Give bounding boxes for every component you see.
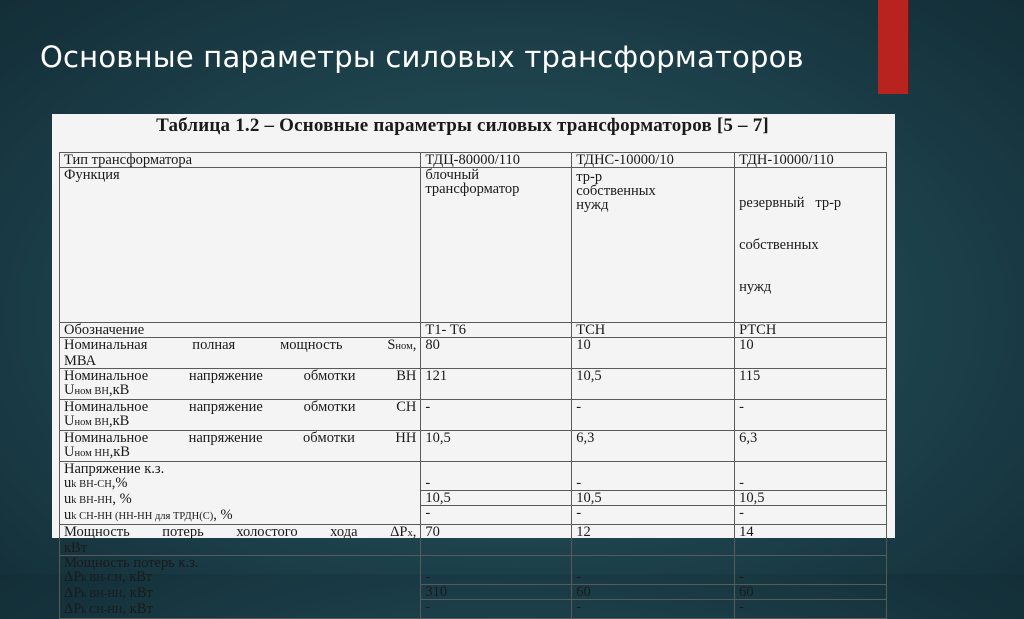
red-accent-bar	[878, 0, 909, 94]
cell-value: -	[572, 400, 735, 431]
cell-value: Т1- Т6	[421, 323, 572, 338]
cell-value-stack	[572, 462, 735, 525]
label-symbol: ΔP	[64, 585, 82, 601]
table-row-uk	[60, 462, 887, 525]
cell-function-3	[735, 168, 887, 323]
cell-subvalue: -	[739, 569, 744, 585]
label-line: Номинальное напряжение обмотки ВН	[64, 368, 417, 384]
label-symbol: u	[64, 491, 72, 507]
label-subscript: k ВН-НН	[81, 589, 123, 600]
label-symbol: U	[64, 413, 75, 429]
label-text: ,	[412, 337, 417, 353]
cell-subvalue: 310	[421, 584, 571, 599]
cell-subvalue: -	[572, 599, 734, 614]
label-line	[64, 414, 416, 430]
label-line	[64, 586, 416, 602]
label-unit: , %	[213, 507, 233, 523]
cell-line: нужд	[576, 197, 609, 213]
label-text: Мощность потерь холостого хода ΔP	[64, 524, 408, 540]
cell-value: 80	[421, 338, 572, 369]
table-row-p0	[60, 525, 887, 556]
cell-value: 10,5	[421, 431, 572, 462]
label-subscript: k ВН-НН	[71, 495, 113, 506]
cell-label: Тип трансформатора	[60, 153, 421, 168]
cell-function-1	[421, 168, 572, 323]
label-subscript: ном ВН	[74, 386, 110, 397]
cell-value: 70	[421, 525, 572, 556]
cell-subvalue: 60	[572, 584, 734, 599]
cell-type-2: ТДНС-10000/10	[572, 153, 735, 168]
cell-value: 6,3	[572, 431, 735, 462]
label-line	[64, 338, 416, 354]
cell-subvalue: -	[576, 475, 582, 491]
cell-value: ТСН	[572, 323, 735, 338]
label-subscript: k СН-НН	[81, 605, 123, 616]
label-symbol: u	[64, 475, 72, 491]
cell-line: блочный	[425, 167, 480, 183]
cell-value-stack	[572, 556, 735, 619]
cell-subvalue: -	[421, 505, 571, 520]
cell-value: 10,5	[572, 369, 735, 400]
label-line: кВт	[64, 540, 88, 556]
cell-subvalue: 60	[735, 584, 886, 599]
cell-label	[60, 462, 421, 525]
table-row-u-lv	[60, 431, 887, 462]
cell-value-stack	[735, 462, 887, 525]
slide-title: Основные параметры силовых трансформаторов	[40, 40, 804, 74]
label-symbol: U	[64, 444, 75, 460]
label-unit: , кВт	[122, 585, 153, 601]
label-subscript: ном	[395, 341, 413, 352]
cell-value: 10	[572, 338, 735, 369]
cell-value: РТСН	[735, 323, 887, 338]
cell-label	[60, 556, 421, 619]
label-text: Номинальная полная мощность S	[64, 337, 396, 353]
label-line: Номинальное напряжение обмотки НН	[64, 430, 417, 446]
cell-subvalue: -	[425, 569, 431, 585]
label-line	[64, 508, 416, 524]
cell-value: 12	[572, 525, 735, 556]
table-row-u-mv	[60, 400, 887, 431]
scanned-table-image	[52, 114, 895, 617]
label-text: ,	[412, 524, 417, 540]
label-subscript: k ВН-СН	[71, 479, 112, 490]
label-unit: ,кВ	[109, 382, 130, 398]
cell-subvalue: -	[421, 599, 571, 614]
cell-label: Функция	[60, 168, 421, 323]
label-symbol: ΔP	[64, 601, 82, 617]
cell-value: -	[735, 400, 887, 431]
table-caption: Таблица 1.2 – Основные параметры силовых трансформаторов [5 – 7]	[156, 115, 769, 136]
cell-subvalue: -	[425, 475, 431, 491]
cell-type-3: ТДН-10000/110	[735, 153, 887, 168]
label-symbol: U	[64, 382, 75, 398]
label-line	[64, 602, 416, 618]
cell-label	[60, 338, 421, 369]
cell-subvalue: -	[576, 569, 582, 585]
label-line	[64, 492, 416, 508]
label-line	[64, 383, 416, 399]
cell-value-stack	[735, 556, 887, 619]
label-line	[64, 445, 416, 461]
label-subscript: ном ВН	[74, 417, 110, 428]
cell-subvalue: 10,5	[421, 490, 571, 505]
table-row-function	[60, 168, 887, 323]
cell-subvalue: 10,5	[572, 490, 734, 505]
cell-value: 6,3	[735, 431, 887, 462]
label-line: Номинальное напряжение обмотки СН	[64, 399, 417, 415]
label-line	[64, 476, 416, 492]
label-line	[64, 525, 416, 541]
label-subscript: x	[407, 528, 413, 539]
cell-value: -	[421, 400, 572, 431]
cell-value-stack	[421, 556, 572, 619]
label-line: МВА	[64, 353, 97, 369]
table-row-pk	[60, 556, 887, 619]
parameters-table	[59, 152, 887, 619]
cell-label: Обозначение	[60, 323, 421, 338]
label-unit: ,кВ	[109, 413, 130, 429]
cell-subvalue: -	[739, 475, 744, 491]
label-subscript: k ВН-СН	[81, 573, 122, 584]
cell-label	[60, 369, 421, 400]
label-unit: ,кВ	[109, 444, 130, 460]
label-unit: , %	[112, 491, 132, 507]
label-line: Мощность потерь к.з.	[64, 555, 199, 571]
cell-function-2	[572, 168, 735, 323]
cell-subvalue: -	[572, 505, 734, 520]
cell-line: нужд	[739, 279, 772, 295]
label-symbol: ΔP	[64, 569, 82, 585]
cell-subvalue: -	[735, 599, 886, 614]
cell-label	[60, 400, 421, 431]
cell-line: трансформатор	[425, 181, 520, 197]
cell-label	[60, 431, 421, 462]
cell-value: 115	[735, 369, 887, 400]
cell-value: 10	[735, 338, 887, 369]
table-row-designation	[60, 323, 887, 338]
cell-value: 121	[421, 369, 572, 400]
cell-line: резервный тр-р	[739, 195, 842, 211]
cell-type-1: ТДЦ-80000/110	[421, 153, 572, 168]
cell-line: собственных	[576, 183, 656, 199]
cell-label	[60, 525, 421, 556]
label-subscript: k СН-НН (НН-НН для ТРДН(С)	[71, 511, 214, 522]
label-line	[64, 570, 416, 586]
cell-subvalue: 10,5	[735, 490, 886, 505]
cell-line: тр-р	[576, 169, 603, 185]
cell-subvalue: -	[735, 505, 886, 520]
label-unit: , кВт	[121, 569, 153, 585]
table-row-u-hv	[60, 369, 887, 400]
label-subscript: ном НН	[74, 448, 110, 459]
label-unit: , кВт	[122, 601, 153, 617]
cell-value: 14	[735, 525, 887, 556]
cell-line: собственных	[739, 237, 819, 253]
table-row-power	[60, 338, 887, 369]
table-row-type	[60, 153, 887, 168]
label-unit: ,%	[111, 475, 128, 491]
cell-value-stack	[421, 462, 572, 525]
label-symbol: u	[64, 507, 72, 523]
label-line: Напряжение к.з.	[64, 461, 165, 477]
